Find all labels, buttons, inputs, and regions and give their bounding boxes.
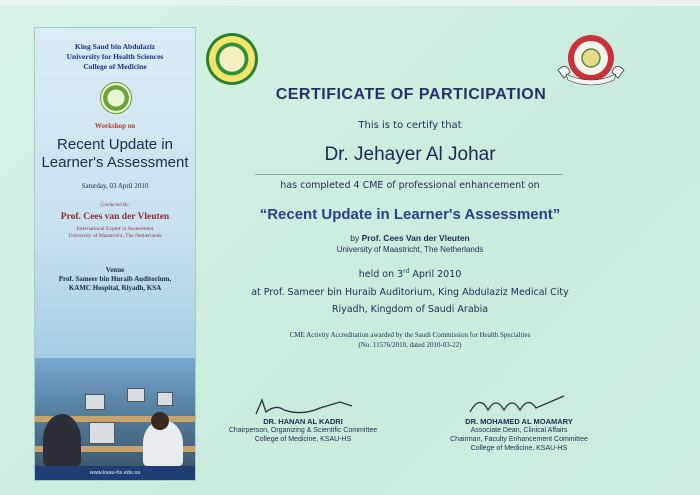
ksau-seal-icon [206,33,258,85]
scan-edge [0,0,700,6]
location-line: Riyadh, Kingdom of Saudi Arabia [331,304,489,315]
venue-line: at Prof. Sameer bin Huraib Auditorium, King Abdulaziz Medical City [251,287,569,298]
flyer-title-line1: Recent Update in [57,136,173,153]
signatory-role: Chairman, Faculty Enhancement Committee [450,436,588,443]
flyer-date: Saturday, 03 April 2010 [81,182,149,190]
signatory-name: DR. MOHAMED AL MOAMARY [465,417,573,426]
flyer-venue-label: Venue [105,266,125,274]
signature-kadri [250,394,360,418]
signatory-role: College of Medicine, KSAU-HS [470,445,568,452]
flyer-presenter-role [35,226,195,240]
ksau-logo-icon [100,82,132,114]
cme-accreditation: CME Activity Accreditation awarded by the Saudi Commission for Health Specialties [289,331,531,339]
workshop-title: “Recent Update in Learner's Assessment” [259,206,561,223]
by-prefix: by [350,233,360,243]
completed-text: has completed 4 CME of professional enhancement on [280,180,540,191]
held-suffix: April 2010 [409,269,462,281]
flyer-university [35,42,195,72]
flyer-venue-line1: Prof. Sameer bin Huraib Auditorium, [58,275,172,283]
certify-text: This is to certify that [358,120,462,131]
signatory-role: Chairperson, Organizing & Scientific Committee [228,427,378,434]
presenter-name: Prof. Cees Van der Vleuten [361,233,470,243]
held-prefix: held on 3 [358,269,404,281]
cme-number: (No. 11576/2010, dated 2010-03-22) [358,341,462,349]
presenter-university: University of Maastricht, The Netherlands [336,245,484,254]
flyer-workshop-on: Workshop on [94,122,136,130]
flyer-venue-line2: KAMC Hospital, Riyadh, KSA [68,284,162,292]
flyer-conducted-by: Conducted By: [100,203,130,208]
flyer-college: College of Medicine [83,62,147,71]
flyer-venue [35,266,195,293]
workshop-flyer [35,28,195,480]
presenter-line [200,233,620,243]
flyer-university-name: King Saud bin Abdulaziz University for Health Sciences [66,42,164,61]
signatory-role: Associate Dean, Clinical Affairs [470,427,568,434]
flyer-classroom-photo [35,358,195,466]
signature-moamary [466,390,576,416]
national-guard-health-affairs-logo-icon [556,32,626,86]
signatory-role: College of Medicine, KSAU-HS [254,436,352,443]
flyer-role-line1: International Expert in Assessment [76,226,154,232]
held-sup: rd [403,268,410,275]
held-date [200,268,620,280]
signatory-name: DR. HANAN AL KADRI [263,417,343,426]
flyer-website: www.ksau-hs.edu.sa [35,466,195,480]
flyer-title-line2: Learner's Assessment [41,154,189,171]
certificate-title: CERTIFICATE OF PARTICIPATION [275,86,547,103]
recipient-name: Dr. Jehayer Al Johar [324,144,496,165]
flyer-title [35,136,195,172]
signature-block-2 [424,417,614,453]
signature-block-1 [208,417,398,444]
flyer-presenter: Prof. Cees van der Vleuten [60,212,170,222]
name-underline [255,174,563,175]
flyer-role-line2: University of Maastricht, The Netherlands [68,233,162,239]
